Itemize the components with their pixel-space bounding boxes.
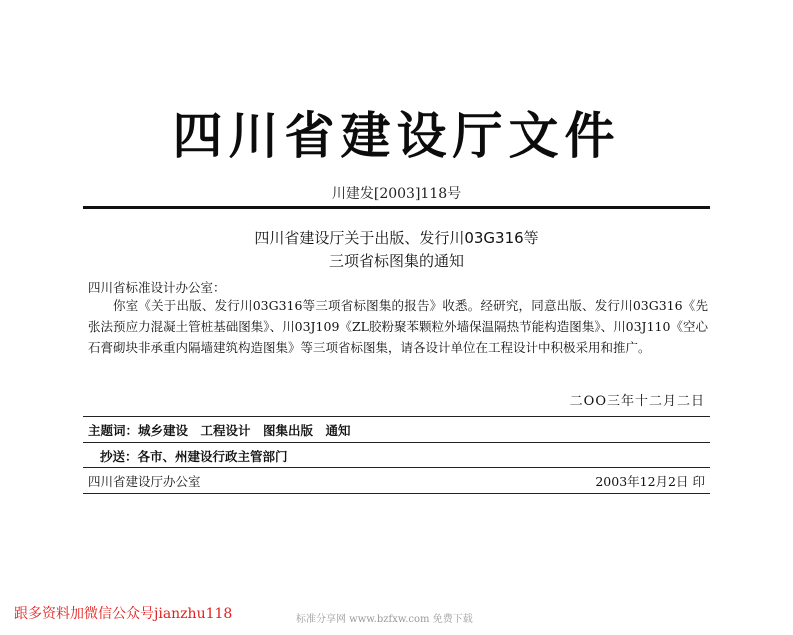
wechat-watermark: 跟多资料加微信公众号jianzhu118 bbox=[14, 606, 233, 622]
document-header-title: 四川省建设厅文件 bbox=[172, 107, 621, 165]
print-date: 2003年12月2日 印 bbox=[595, 474, 705, 489]
site-watermark: 标准分享网 www.bzfxw.com 免费下载 bbox=[296, 614, 473, 625]
footer-divider-cc bbox=[83, 467, 710, 468]
document-number: 川建发[2003]118号 bbox=[331, 186, 462, 202]
notice-addressee: 四川省标准设计办公室： bbox=[88, 280, 226, 295]
notice-subject-line-1: 四川省建设厅关于出版、发行川03G316等 bbox=[254, 229, 539, 247]
footer-divider-bottom bbox=[83, 493, 710, 494]
footer-divider-keywords bbox=[83, 442, 710, 443]
cc-recipients: 抄送：各市、州建设行政主管部门 bbox=[100, 449, 288, 464]
footer-divider-top bbox=[83, 416, 710, 417]
subject-keywords: 主题词：城乡建设 工程设计 图集出版 通知 bbox=[88, 423, 351, 438]
notice-date: 二OO三年十二月二日 bbox=[569, 394, 705, 409]
header-divider bbox=[83, 206, 710, 209]
notice-body: 你室《关于出版、发行川03G316等三项省标图集的报告》收悉。经研究，同意出版、发行川03G316《先张法预应力混凝土管桩基础图集》、川03J109《ZL胶粉聚苯颗粒外墙保温隔热节能构造图集》、川03J110《空心石膏砌块非承重内隔墙建筑构造图集》等三项省标图集，请各设计单位在工程设计中积极采用和推广。 bbox=[88, 298, 708, 355]
issuing-office: 四川省建设厅办公室 bbox=[88, 474, 201, 489]
notice-subject-line-2: 三项省标图集的通知 bbox=[328, 252, 464, 270]
